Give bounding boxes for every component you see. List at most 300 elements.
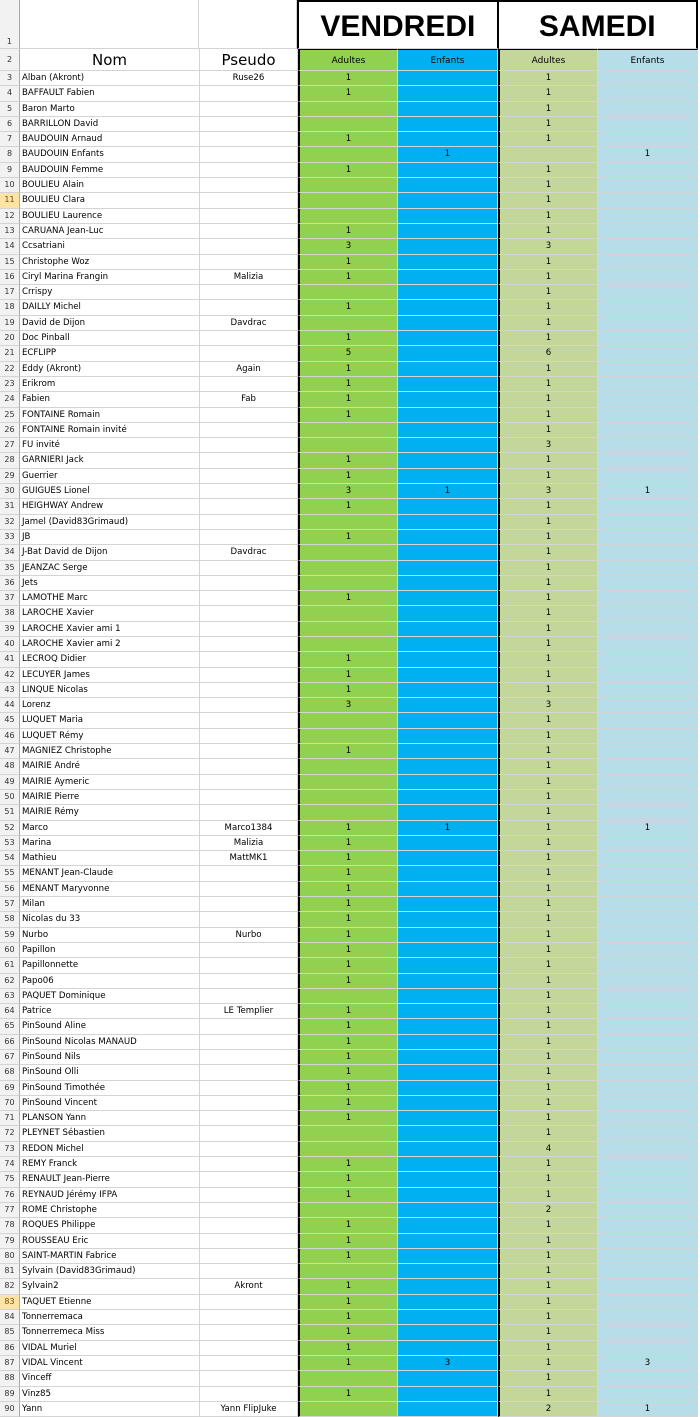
cell-samedi-adultes[interactable]: 1 xyxy=(498,132,598,147)
cell-nom[interactable]: BARRILLON David xyxy=(20,117,200,132)
cell-pseudo[interactable] xyxy=(200,193,298,208)
cell-vendredi-adultes[interactable]: 1 xyxy=(298,453,398,468)
cell-vendredi-adultes[interactable]: 1 xyxy=(298,1050,398,1065)
cell-vendredi-adultes[interactable]: 5 xyxy=(298,346,398,361)
cell-pseudo[interactable] xyxy=(200,561,298,576)
cell-pseudo[interactable] xyxy=(200,912,298,927)
cell-vendredi-adultes[interactable]: 1 xyxy=(298,530,398,545)
cell-nom[interactable]: MAIRIE Pierre xyxy=(20,790,200,805)
cell-samedi-adultes[interactable]: 1 xyxy=(498,270,598,285)
cell-vendredi-adultes[interactable] xyxy=(298,316,398,331)
cell-vendredi-enfants[interactable] xyxy=(398,622,498,637)
cell-samedi-enfants[interactable] xyxy=(598,882,698,897)
cell-nom[interactable]: PLANSON Yann xyxy=(20,1111,200,1126)
cell-pseudo[interactable] xyxy=(200,1356,298,1371)
row-header[interactable]: 74 xyxy=(0,1157,20,1172)
cell-samedi-enfants[interactable] xyxy=(598,759,698,774)
cell-vendredi-adultes[interactable]: 1 xyxy=(298,377,398,392)
row-header[interactable]: 17 xyxy=(0,285,20,300)
row-header[interactable]: 13 xyxy=(0,224,20,239)
cell-pseudo[interactable] xyxy=(200,178,298,193)
cell-pseudo[interactable] xyxy=(200,515,298,530)
cell-nom[interactable]: PinSound Vincent xyxy=(20,1096,200,1111)
cell-samedi-enfants[interactable] xyxy=(598,209,698,224)
cell-vendredi-enfants[interactable] xyxy=(398,1188,498,1203)
cell-vendredi-adultes[interactable]: 1 xyxy=(298,683,398,698)
row-header[interactable]: 54 xyxy=(0,851,20,866)
row-header[interactable]: 21 xyxy=(0,346,20,361)
cell-samedi-adultes[interactable]: 1 xyxy=(498,469,598,484)
cell-nom[interactable]: PLEYNET Sébastien xyxy=(20,1126,200,1141)
cell-vendredi-enfants[interactable] xyxy=(398,331,498,346)
cell-vendredi-adultes[interactable] xyxy=(298,576,398,591)
cell-samedi-enfants[interactable] xyxy=(598,652,698,667)
cell-pseudo[interactable] xyxy=(200,346,298,361)
cell-nom[interactable]: PinSound Olli xyxy=(20,1065,200,1080)
cell-samedi-enfants[interactable] xyxy=(598,469,698,484)
cell-samedi-adultes[interactable]: 1 xyxy=(498,958,598,973)
cell-pseudo[interactable] xyxy=(200,1371,298,1386)
cell-samedi-adultes[interactable]: 1 xyxy=(498,362,598,377)
cell-vendredi-adultes[interactable]: 1 xyxy=(298,744,398,759)
cell-vendredi-adultes[interactable]: 1 xyxy=(298,469,398,484)
cell-pseudo[interactable] xyxy=(200,1203,298,1218)
row-header[interactable]: 52 xyxy=(0,821,20,836)
cell-vendredi-adultes[interactable]: 1 xyxy=(298,1065,398,1080)
cell-nom[interactable]: Lorenz xyxy=(20,698,200,713)
cell-nom[interactable]: Guerrier xyxy=(20,469,200,484)
cell-nom[interactable]: Crrispy xyxy=(20,285,200,300)
cell-pseudo[interactable] xyxy=(200,805,298,820)
cell-vendredi-enfants[interactable] xyxy=(398,270,498,285)
row-header[interactable]: 72 xyxy=(0,1126,20,1141)
cell-samedi-enfants[interactable] xyxy=(598,545,698,560)
cell-samedi-enfants[interactable] xyxy=(598,102,698,117)
cell-nom[interactable]: PinSound Nils xyxy=(20,1050,200,1065)
cell-samedi-adultes[interactable]: 1 xyxy=(498,882,598,897)
cell-samedi-adultes[interactable]: 1 xyxy=(498,453,598,468)
cell-vendredi-adultes[interactable]: 1 xyxy=(298,652,398,667)
cell-vendredi-adultes[interactable] xyxy=(298,713,398,728)
cell-vendredi-enfants[interactable] xyxy=(398,1142,498,1157)
cell-vendredi-enfants[interactable] xyxy=(398,1310,498,1325)
cell-pseudo[interactable] xyxy=(200,683,298,698)
cell-nom[interactable]: Tonnerremaca xyxy=(20,1310,200,1325)
row-header[interactable]: 78 xyxy=(0,1218,20,1233)
cell-samedi-enfants[interactable] xyxy=(598,1325,698,1340)
row-header[interactable]: 66 xyxy=(0,1035,20,1050)
cell-nom[interactable]: Yann xyxy=(20,1402,200,1417)
cell-nom[interactable]: Marco xyxy=(20,821,200,836)
cell-samedi-adultes[interactable]: 1 xyxy=(498,1295,598,1310)
cell-samedi-adultes[interactable]: 3 xyxy=(498,698,598,713)
cell-vendredi-adultes[interactable]: 1 xyxy=(298,1081,398,1096)
cell-samedi-adultes[interactable]: 1 xyxy=(498,591,598,606)
cell-samedi-enfants[interactable] xyxy=(598,438,698,453)
cell-samedi-adultes[interactable]: 2 xyxy=(498,1402,598,1417)
cell-pseudo[interactable]: MattMK1 xyxy=(200,851,298,866)
cell-vendredi-enfants[interactable] xyxy=(398,882,498,897)
cell-nom[interactable]: LUQUET Rémy xyxy=(20,729,200,744)
row-header[interactable]: 20 xyxy=(0,331,20,346)
samedi-header[interactable]: SAMEDI xyxy=(499,0,698,49)
cell-samedi-enfants[interactable] xyxy=(598,790,698,805)
cell-samedi-adultes[interactable]: 1 xyxy=(498,683,598,698)
cell-samedi-adultes[interactable]: 1 xyxy=(498,530,598,545)
cell-nom[interactable]: MENANT Maryvonne xyxy=(20,882,200,897)
row-header[interactable]: 51 xyxy=(0,805,20,820)
cell-vendredi-adultes[interactable]: 3 xyxy=(298,698,398,713)
cell-samedi-adultes[interactable]: 1 xyxy=(498,117,598,132)
row-header[interactable]: 5 xyxy=(0,102,20,117)
cell-samedi-enfants[interactable] xyxy=(598,576,698,591)
cell-samedi-adultes[interactable] xyxy=(498,147,598,162)
cell-samedi-adultes[interactable]: 2 xyxy=(498,1203,598,1218)
cell-pseudo[interactable] xyxy=(200,698,298,713)
cell-vendredi-enfants[interactable] xyxy=(398,117,498,132)
cell-samedi-adultes[interactable]: 1 xyxy=(498,1019,598,1034)
cell-samedi-enfants[interactable] xyxy=(598,346,698,361)
cell-samedi-adultes[interactable]: 1 xyxy=(498,423,598,438)
cell-vendredi-adultes[interactable]: 1 xyxy=(298,499,398,514)
cell-pseudo[interactable] xyxy=(200,1019,298,1034)
row-header[interactable]: 27 xyxy=(0,438,20,453)
row-header[interactable]: 67 xyxy=(0,1050,20,1065)
cell-samedi-enfants[interactable] xyxy=(598,606,698,621)
cell-vendredi-enfants[interactable] xyxy=(398,453,498,468)
cell-nom[interactable]: BAUDOUIN Arnaud xyxy=(20,132,200,147)
cell-samedi-adultes[interactable]: 1 xyxy=(498,1356,598,1371)
cell-vendredi-adultes[interactable]: 1 xyxy=(298,300,398,315)
row-header[interactable]: 9 xyxy=(0,163,20,178)
cell-vendredi-adultes[interactable]: 1 xyxy=(298,1341,398,1356)
cell-samedi-adultes[interactable]: 1 xyxy=(498,1325,598,1340)
cell-nom[interactable]: JB xyxy=(20,530,200,545)
row-header[interactable]: 60 xyxy=(0,943,20,958)
cell-samedi-adultes[interactable]: 1 xyxy=(498,866,598,881)
cell-samedi-adultes[interactable]: 1 xyxy=(498,821,598,836)
cell-vendredi-adultes[interactable] xyxy=(298,1402,398,1417)
column-header-vendredi-adultes[interactable]: Adultes xyxy=(298,49,398,71)
cell-pseudo[interactable] xyxy=(200,1111,298,1126)
cell-vendredi-adultes[interactable]: 1 xyxy=(298,1356,398,1371)
row-header[interactable]: 48 xyxy=(0,759,20,774)
cell-nom[interactable]: PinSound Nicolas MANAUD xyxy=(20,1035,200,1050)
cell-nom[interactable]: TAQUET Etienne xyxy=(20,1295,200,1310)
cell-samedi-adultes[interactable]: 1 xyxy=(498,928,598,943)
cell-samedi-adultes[interactable]: 1 xyxy=(498,790,598,805)
cell-vendredi-enfants[interactable] xyxy=(398,1050,498,1065)
cell-nom[interactable]: HEIGHWAY Andrew xyxy=(20,499,200,514)
cell-samedi-adultes[interactable]: 1 xyxy=(498,1126,598,1141)
cell-samedi-enfants[interactable] xyxy=(598,193,698,208)
cell-pseudo[interactable] xyxy=(200,790,298,805)
cell-samedi-enfants[interactable] xyxy=(598,1004,698,1019)
cell-vendredi-adultes[interactable]: 1 xyxy=(298,974,398,989)
cell-samedi-adultes[interactable]: 1 xyxy=(498,744,598,759)
cell-vendredi-enfants[interactable] xyxy=(398,1279,498,1294)
cell-samedi-adultes[interactable]: 1 xyxy=(498,713,598,728)
row-header[interactable]: 89 xyxy=(0,1387,20,1402)
cell-pseudo[interactable] xyxy=(200,729,298,744)
cell-pseudo[interactable] xyxy=(200,1188,298,1203)
cell-nom[interactable]: MENANT Jean-Claude xyxy=(20,866,200,881)
cell-vendredi-enfants[interactable] xyxy=(398,193,498,208)
cell-vendredi-adultes[interactable]: 1 xyxy=(298,836,398,851)
cell-vendredi-enfants[interactable] xyxy=(398,1234,498,1249)
cell-pseudo[interactable] xyxy=(200,300,298,315)
cell-samedi-enfants[interactable] xyxy=(598,974,698,989)
cell-samedi-adultes[interactable]: 1 xyxy=(498,1387,598,1402)
cell-vendredi-enfants[interactable] xyxy=(398,652,498,667)
cell-nom[interactable]: LAROCHE Xavier ami 2 xyxy=(20,637,200,652)
cell-samedi-enfants[interactable] xyxy=(598,1157,698,1172)
cell-nom[interactable]: PinSound Timothée xyxy=(20,1081,200,1096)
column-header-samedi-enfants[interactable]: Enfants xyxy=(598,49,698,71)
cell-vendredi-enfants[interactable] xyxy=(398,683,498,698)
cell-samedi-enfants[interactable] xyxy=(598,316,698,331)
cell-samedi-enfants[interactable]: 3 xyxy=(598,1356,698,1371)
row-header[interactable]: 33 xyxy=(0,530,20,545)
cell-samedi-enfants[interactable] xyxy=(598,117,698,132)
row-header[interactable]: 12 xyxy=(0,209,20,224)
cell-samedi-adultes[interactable]: 3 xyxy=(498,239,598,254)
cell-vendredi-enfants[interactable] xyxy=(398,1004,498,1019)
cell-pseudo[interactable] xyxy=(200,255,298,270)
row-header[interactable]: 80 xyxy=(0,1249,20,1264)
cell-pseudo[interactable] xyxy=(200,499,298,514)
row-header[interactable]: 65 xyxy=(0,1019,20,1034)
cell-nom[interactable]: Papillonnette xyxy=(20,958,200,973)
cell-samedi-adultes[interactable]: 1 xyxy=(498,408,598,423)
row-header[interactable]: 69 xyxy=(0,1081,20,1096)
cell-vendredi-adultes[interactable]: 1 xyxy=(298,1279,398,1294)
cell-samedi-enfants[interactable] xyxy=(598,851,698,866)
cell-samedi-adultes[interactable]: 1 xyxy=(498,1234,598,1249)
cell-pseudo[interactable] xyxy=(200,453,298,468)
cell-vendredi-enfants[interactable] xyxy=(398,912,498,927)
cell-vendredi-enfants[interactable] xyxy=(398,346,498,361)
empty-cell[interactable] xyxy=(20,0,199,49)
cell-samedi-adultes[interactable]: 1 xyxy=(498,1050,598,1065)
row-header[interactable]: 29 xyxy=(0,469,20,484)
cell-samedi-enfants[interactable] xyxy=(598,270,698,285)
cell-pseudo[interactable] xyxy=(200,1172,298,1187)
cell-samedi-enfants[interactable] xyxy=(598,1081,698,1096)
cell-vendredi-enfants[interactable] xyxy=(398,499,498,514)
cell-vendredi-adultes[interactable] xyxy=(298,1126,398,1141)
cell-vendredi-enfants[interactable] xyxy=(398,866,498,881)
cell-nom[interactable]: REDON Michel xyxy=(20,1142,200,1157)
cell-samedi-adultes[interactable]: 1 xyxy=(498,1157,598,1172)
cell-vendredi-adultes[interactable]: 1 xyxy=(298,1234,398,1249)
cell-nom[interactable]: BAUDOUIN Femme xyxy=(20,163,200,178)
cell-nom[interactable]: BOULIEU Clara xyxy=(20,193,200,208)
cell-vendredi-enfants[interactable] xyxy=(398,851,498,866)
cell-nom[interactable]: BAFFAULT Fabien xyxy=(20,86,200,101)
cell-samedi-adultes[interactable]: 1 xyxy=(498,1035,598,1050)
cell-nom[interactable]: MAIRIE Aymeric xyxy=(20,775,200,790)
cell-samedi-enfants[interactable] xyxy=(598,1234,698,1249)
cell-vendredi-adultes[interactable]: 1 xyxy=(298,392,398,407)
row-header[interactable]: 11 xyxy=(0,193,20,208)
row-header[interactable]: 47 xyxy=(0,744,20,759)
row-header[interactable]: 49 xyxy=(0,775,20,790)
cell-vendredi-adultes[interactable]: 1 xyxy=(298,1004,398,1019)
cell-nom[interactable]: LECUYER James xyxy=(20,668,200,683)
row-header[interactable]: 56 xyxy=(0,882,20,897)
cell-vendredi-adultes[interactable]: 1 xyxy=(298,255,398,270)
cell-vendredi-enfants[interactable]: 1 xyxy=(398,821,498,836)
cell-vendredi-enfants[interactable] xyxy=(398,1035,498,1050)
cell-pseudo[interactable] xyxy=(200,1234,298,1249)
cell-vendredi-adultes[interactable] xyxy=(298,193,398,208)
cell-vendredi-adultes[interactable]: 1 xyxy=(298,1249,398,1264)
row-header[interactable]: 46 xyxy=(0,729,20,744)
cell-vendredi-adultes[interactable]: 1 xyxy=(298,943,398,958)
cell-nom[interactable]: LAROCHE Xavier xyxy=(20,606,200,621)
cell-vendredi-enfants[interactable] xyxy=(398,438,498,453)
cell-vendredi-enfants[interactable] xyxy=(398,1371,498,1386)
cell-vendredi-adultes[interactable]: 1 xyxy=(298,1157,398,1172)
row-header[interactable]: 34 xyxy=(0,545,20,560)
cell-samedi-enfants[interactable] xyxy=(598,1096,698,1111)
row-header[interactable]: 19 xyxy=(0,316,20,331)
cell-nom[interactable]: Vinceff xyxy=(20,1371,200,1386)
cell-nom[interactable]: BAUDOUIN Enfants xyxy=(20,147,200,162)
cell-vendredi-enfants[interactable] xyxy=(398,591,498,606)
cell-samedi-adultes[interactable]: 1 xyxy=(498,1188,598,1203)
cell-vendredi-adultes[interactable]: 1 xyxy=(298,882,398,897)
cell-pseudo[interactable] xyxy=(200,1081,298,1096)
row-header[interactable]: 64 xyxy=(0,1004,20,1019)
cell-nom[interactable]: Ciryl Marina Frangin xyxy=(20,270,200,285)
cell-vendredi-enfants[interactable] xyxy=(398,744,498,759)
cell-samedi-enfants[interactable] xyxy=(598,362,698,377)
cell-samedi-enfants[interactable] xyxy=(598,1126,698,1141)
cell-nom[interactable]: Papillon xyxy=(20,943,200,958)
cell-vendredi-enfants[interactable] xyxy=(398,943,498,958)
cell-samedi-enfants[interactable] xyxy=(598,775,698,790)
cell-samedi-adultes[interactable]: 1 xyxy=(498,71,598,86)
cell-samedi-adultes[interactable]: 1 xyxy=(498,1264,598,1279)
cell-samedi-enfants[interactable] xyxy=(598,530,698,545)
cell-samedi-enfants[interactable] xyxy=(598,392,698,407)
row-header[interactable]: 31 xyxy=(0,499,20,514)
cell-nom[interactable]: Christophe Woz xyxy=(20,255,200,270)
cell-nom[interactable]: LUQUET Maria xyxy=(20,713,200,728)
cell-samedi-enfants[interactable] xyxy=(598,255,698,270)
cell-samedi-enfants[interactable] xyxy=(598,683,698,698)
cell-vendredi-enfants[interactable] xyxy=(398,989,498,1004)
cell-pseudo[interactable] xyxy=(200,591,298,606)
cell-pseudo[interactable] xyxy=(200,102,298,117)
cell-samedi-enfants[interactable] xyxy=(598,989,698,1004)
cell-pseudo[interactable] xyxy=(200,86,298,101)
cell-vendredi-enfants[interactable] xyxy=(398,255,498,270)
cell-nom[interactable]: RENAULT Jean-Pierre xyxy=(20,1172,200,1187)
cell-vendredi-adultes[interactable]: 1 xyxy=(298,928,398,943)
cell-samedi-enfants[interactable] xyxy=(598,698,698,713)
cell-vendredi-enfants[interactable] xyxy=(398,1402,498,1417)
cell-nom[interactable]: GUIGUES Lionel xyxy=(20,484,200,499)
cell-nom[interactable]: MAGNIEZ Christophe xyxy=(20,744,200,759)
row-header[interactable]: 26 xyxy=(0,423,20,438)
cell-vendredi-adultes[interactable]: 1 xyxy=(298,1218,398,1233)
cell-samedi-adultes[interactable]: 1 xyxy=(498,392,598,407)
cell-samedi-adultes[interactable]: 1 xyxy=(498,102,598,117)
cell-vendredi-enfants[interactable] xyxy=(398,515,498,530)
cell-vendredi-enfants[interactable] xyxy=(398,805,498,820)
cell-samedi-adultes[interactable]: 1 xyxy=(498,316,598,331)
cell-nom[interactable]: Papo06 xyxy=(20,974,200,989)
cell-samedi-adultes[interactable]: 1 xyxy=(498,1371,598,1386)
cell-samedi-adultes[interactable]: 1 xyxy=(498,637,598,652)
empty-cell[interactable] xyxy=(199,0,297,49)
cell-pseudo[interactable] xyxy=(200,408,298,423)
cell-samedi-enfants[interactable] xyxy=(598,1050,698,1065)
cell-samedi-adultes[interactable]: 1 xyxy=(498,836,598,851)
row-header[interactable]: 1 xyxy=(0,0,20,49)
cell-nom[interactable]: Mathieu xyxy=(20,851,200,866)
cell-nom[interactable]: SAINT-MARTIN Fabrice xyxy=(20,1249,200,1264)
row-header[interactable]: 22 xyxy=(0,362,20,377)
cell-vendredi-adultes[interactable]: 1 xyxy=(298,408,398,423)
cell-vendredi-adultes[interactable] xyxy=(298,438,398,453)
cell-samedi-adultes[interactable]: 1 xyxy=(498,759,598,774)
cell-pseudo[interactable] xyxy=(200,163,298,178)
cell-samedi-adultes[interactable]: 4 xyxy=(498,1142,598,1157)
cell-vendredi-adultes[interactable]: 1 xyxy=(298,132,398,147)
cell-pseudo[interactable] xyxy=(200,484,298,499)
cell-vendredi-adultes[interactable] xyxy=(298,989,398,1004)
cell-vendredi-adultes[interactable] xyxy=(298,637,398,652)
row-header[interactable]: 36 xyxy=(0,576,20,591)
row-header[interactable]: 83 xyxy=(0,1295,20,1310)
cell-vendredi-adultes[interactable] xyxy=(298,759,398,774)
cell-vendredi-enfants[interactable] xyxy=(398,1325,498,1340)
cell-vendredi-adultes[interactable] xyxy=(298,117,398,132)
cell-vendredi-enfants[interactable] xyxy=(398,1218,498,1233)
row-header[interactable]: 71 xyxy=(0,1111,20,1126)
row-header[interactable]: 35 xyxy=(0,561,20,576)
cell-vendredi-adultes[interactable] xyxy=(298,805,398,820)
cell-vendredi-enfants[interactable] xyxy=(398,1249,498,1264)
cell-vendredi-enfants[interactable] xyxy=(398,285,498,300)
cell-pseudo[interactable] xyxy=(200,622,298,637)
row-header[interactable]: 53 xyxy=(0,836,20,851)
cell-nom[interactable]: Tonnerremeca Miss xyxy=(20,1325,200,1340)
cell-samedi-enfants[interactable] xyxy=(598,897,698,912)
cell-nom[interactable]: MAIRIE André xyxy=(20,759,200,774)
cell-pseudo[interactable] xyxy=(200,882,298,897)
cell-vendredi-adultes[interactable]: 1 xyxy=(298,1096,398,1111)
cell-vendredi-enfants[interactable] xyxy=(398,958,498,973)
cell-samedi-enfants[interactable] xyxy=(598,515,698,530)
row-header[interactable]: 2 xyxy=(0,49,20,71)
cell-nom[interactable]: JEANZAC Serge xyxy=(20,561,200,576)
cell-vendredi-enfants[interactable] xyxy=(398,561,498,576)
cell-vendredi-enfants[interactable] xyxy=(398,790,498,805)
cell-samedi-enfants[interactable]: 1 xyxy=(598,147,698,162)
cell-samedi-adultes[interactable]: 1 xyxy=(498,224,598,239)
cell-vendredi-enfants[interactable] xyxy=(398,1157,498,1172)
cell-nom[interactable]: CARUANA Jean-Luc xyxy=(20,224,200,239)
cell-samedi-enfants[interactable] xyxy=(598,668,698,683)
cell-pseudo[interactable] xyxy=(200,989,298,1004)
cell-pseudo[interactable]: Marco1384 xyxy=(200,821,298,836)
cell-samedi-enfants[interactable] xyxy=(598,1310,698,1325)
